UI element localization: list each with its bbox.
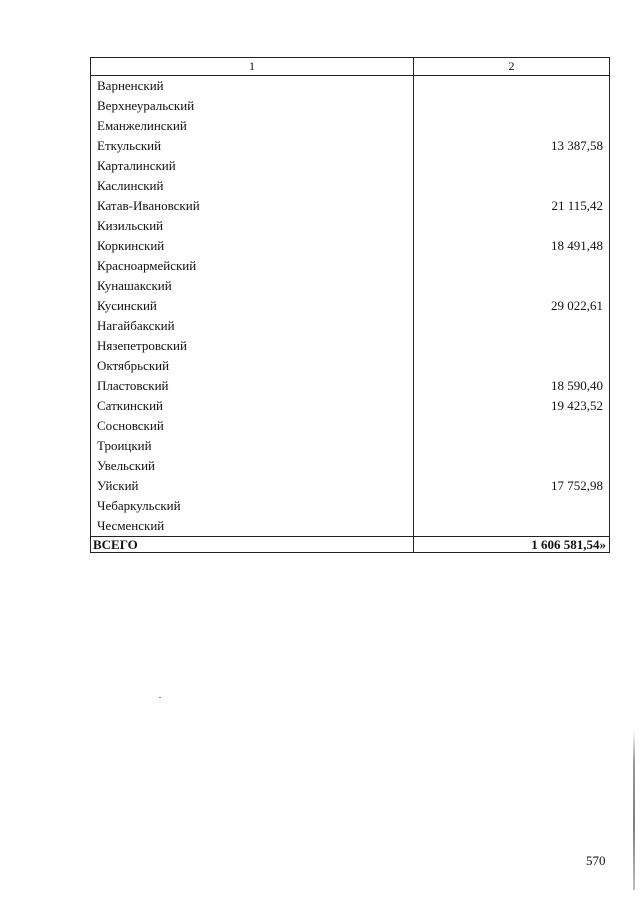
table-row: [91, 216, 610, 236]
district-name-cell: Катав-Ивановский: [91, 196, 414, 216]
amount-cell: [414, 116, 610, 136]
table-row: [91, 156, 610, 176]
total-value: 1 606 581,54»: [414, 537, 610, 553]
table-row: [91, 96, 610, 116]
table-row: [91, 176, 610, 196]
amount-cell: 18 491,48: [414, 236, 610, 256]
district-name-cell: Чебаркульский: [91, 496, 414, 516]
table-row: [91, 76, 610, 97]
amount-cell: [414, 456, 610, 476]
table-row: [91, 496, 610, 516]
amount-cell: 21 115,42: [414, 196, 610, 216]
amount-cell: [414, 156, 610, 176]
amount-cell: [414, 76, 610, 97]
page-number: 570: [586, 853, 606, 868]
district-name-cell: Троицкий: [91, 436, 414, 456]
table-row: [91, 356, 610, 376]
table-row: [91, 456, 610, 476]
amount-cell: [414, 496, 610, 516]
total-row: [91, 537, 610, 553]
amount-cell: [414, 176, 610, 196]
district-name-cell: Октябрьский: [91, 356, 414, 376]
district-name-cell: Еткульский: [91, 136, 414, 156]
column-header-2: 2: [414, 58, 610, 76]
total-label: ВСЕГО: [91, 537, 414, 553]
table-row: [91, 196, 610, 216]
amount-cell: 17 752,98: [414, 476, 610, 496]
table-row: [91, 376, 610, 396]
amount-cell: 18 590,40: [414, 376, 610, 396]
amount-cell: [414, 436, 610, 456]
table-row: [91, 476, 610, 496]
table-row: [91, 136, 610, 156]
table-row: [91, 436, 610, 456]
table-row: [91, 336, 610, 356]
district-name-cell: Увельский: [91, 456, 414, 476]
district-name-cell: Чесменский: [91, 516, 414, 537]
district-name-cell: Кунашакский: [91, 276, 414, 296]
district-name-cell: Сосновский: [91, 416, 414, 436]
table-row: [91, 116, 610, 136]
district-name-cell: Карталинский: [91, 156, 414, 176]
amount-cell: [414, 356, 610, 376]
district-name-cell: Нагайбакский: [91, 316, 414, 336]
amount-cell: 13 387,58: [414, 136, 610, 156]
table-body: [91, 76, 610, 537]
amount-cell: [414, 516, 610, 537]
district-name-cell: Варненский: [91, 76, 414, 97]
amount-cell: 29 022,61: [414, 296, 610, 316]
district-name-cell: Красноармейский: [91, 256, 414, 276]
table-row: [91, 416, 610, 436]
district-name-cell: Саткинский: [91, 396, 414, 416]
table-row: [91, 256, 610, 276]
table-row: [91, 296, 610, 316]
table-row: [91, 516, 610, 537]
district-name-cell: Каслинский: [91, 176, 414, 196]
table-row: [91, 316, 610, 336]
table-row: [91, 396, 610, 416]
scan-edge-artifact: [633, 730, 635, 890]
scan-speck: [159, 697, 161, 698]
amount-cell: [414, 216, 610, 236]
amount-cell: [414, 256, 610, 276]
table-header-row: [91, 58, 610, 76]
amount-cell: [414, 96, 610, 116]
district-name-cell: Еманжелинский: [91, 116, 414, 136]
district-name-cell: Кизильский: [91, 216, 414, 236]
amount-cell: [414, 336, 610, 356]
table-row: [91, 276, 610, 296]
amount-cell: 19 423,52: [414, 396, 610, 416]
amount-cell: [414, 316, 610, 336]
column-header-1: 1: [91, 58, 414, 76]
district-name-cell: Верхнеуральский: [91, 96, 414, 116]
district-name-cell: Пластовский: [91, 376, 414, 396]
table-row: [91, 236, 610, 256]
district-table: [90, 57, 610, 553]
amount-cell: [414, 416, 610, 436]
district-name-cell: Кусинский: [91, 296, 414, 316]
amount-cell: [414, 276, 610, 296]
district-name-cell: Уйский: [91, 476, 414, 496]
district-name-cell: Нязепетровский: [91, 336, 414, 356]
district-name-cell: Коркинский: [91, 236, 414, 256]
